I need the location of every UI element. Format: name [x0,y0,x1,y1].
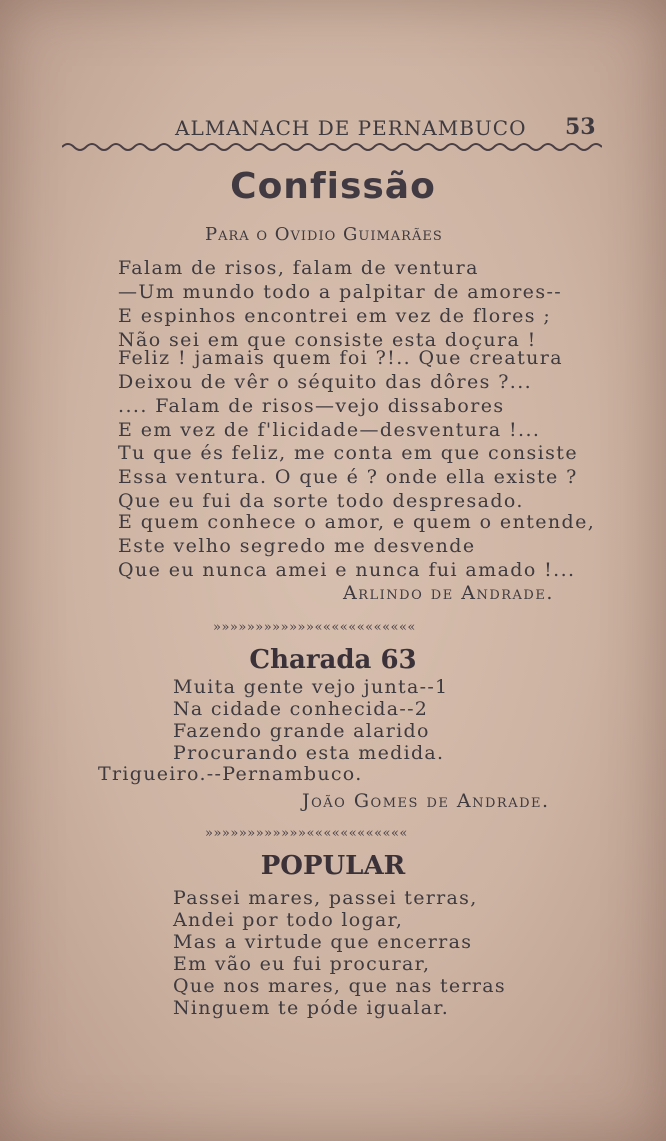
verse-line: Não sei em que consiste esta doçura ! [118,329,537,351]
verse-line: Andei por todo logar, [173,909,404,931]
popular-title: POPULAR [260,851,406,881]
verse-line: Que eu fui da sorte todo despresado. [118,490,524,512]
poem-author-signature: Arlindo de Andrade. [343,582,554,604]
verse-line: Fazendo grande alarido [173,720,430,742]
stanza-4 [118,510,595,582]
verse-line: Muita gente vejo junta--1 [173,676,449,698]
riddle-place: Trigueiro.--Pernambuco. [98,763,363,785]
verse-line: Procurando esta medida. [173,742,445,764]
popular-verses [173,887,506,1019]
verse-line: Que eu nunca amei e nunca fui amado !... [118,559,576,581]
verse-line: Feliz ! jamais quem foi ?!.. Que creatura [118,347,563,369]
riddle-title: Charada 63 [249,645,417,675]
verse-line: Que nos mares, que nas terras [173,975,506,997]
verse-line: —Um mundo todo a palpitar de amores-- [118,281,563,303]
verse-line: Deixou de vêr o séquito das dôres ?... [118,371,533,393]
verse-line: E espinhos encontrei em vez de flores ; [118,305,552,327]
riddle-verses [173,676,448,764]
wavy-rule-ornament [62,140,602,154]
verse-line: E quem conhece o amor, e quem o entende, [118,511,596,533]
riddle-author-signature: João Gomes de Andrade. [302,790,550,812]
verse-line: Este velho segredo me desvende [118,535,476,557]
verse-line: Falam de risos, falam de ventura [118,257,479,279]
stanza-2 [118,346,563,442]
verse-line: Tu que és feliz, me conta em que consiste [118,442,578,464]
running-header-title: ALMANACH DE PERNAMBUCO [175,116,527,140]
verse-line: Ninguem te póde igualar. [173,997,450,1019]
section-divider-ornament: »»»»»»»»»»»»«««««««««««« [205,826,408,841]
verse-line: Essa ventura. O que é ? onde ella existe ? [118,466,578,488]
poem-dedication: Para o Ovidio Guimarães [205,224,443,245]
verse-line: Mas a virtude que encerras [173,931,473,953]
page-number: 53 [565,114,596,140]
verse-line: E em vez de f'licidade—desventura !... [118,419,541,441]
poem-title: Confissão [230,166,436,207]
stanza-1 [118,256,562,352]
verse-line: Passei mares, passei terras, [173,887,478,909]
section-divider-ornament: »»»»»»»»»»»»«««««««««««« [213,620,416,635]
verse-line: Em vão eu fui procurar, [173,953,431,975]
verse-line: Na cidade conhecida--2 [173,698,429,720]
verse-line: .... Falam de risos—vejo dissabores [118,395,505,417]
stanza-3 [118,441,578,513]
